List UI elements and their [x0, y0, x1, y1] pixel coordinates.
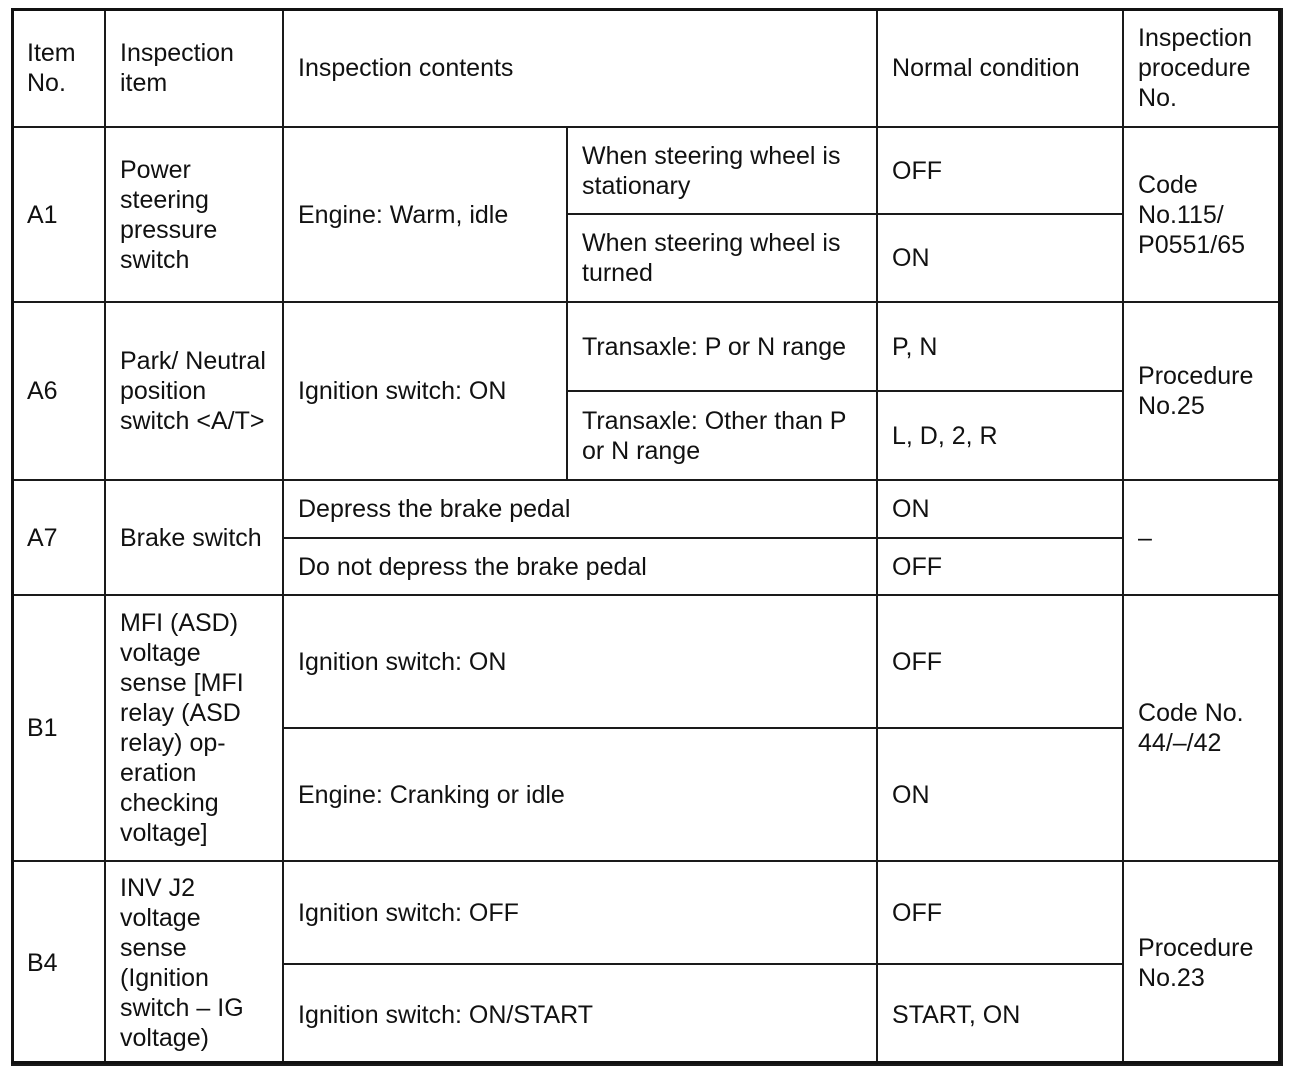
normal-condition-cell: OFF: [877, 538, 1123, 595]
inspection-condition-cell: Ignition switch: OFF: [283, 861, 877, 964]
inspection-item-cell: Power steering pressure switch: [105, 127, 283, 302]
table-row: [12, 302, 1282, 391]
normal-condition-cell: ON: [877, 480, 1123, 538]
table-row: [12, 595, 1282, 728]
inspection-condition-cell: Ignition switch: ON/START: [283, 964, 877, 1065]
inspection-item-cell: MFI (ASD) voltage sense [MFI relay (ASD relay) op-eration checking voltage]: [105, 595, 283, 861]
normal-condition-cell: OFF: [877, 127, 1123, 214]
procedure-cell: Procedure No.23: [1123, 861, 1282, 1065]
inspection-condition-cell: Transaxle: Other than P or N range: [567, 391, 877, 480]
normal-condition-cell: ON: [877, 214, 1123, 302]
normal-condition-cell: START, ON: [877, 964, 1123, 1065]
table-row: [12, 480, 1282, 538]
header-row: [12, 9, 1282, 127]
procedure-cell: Code No.115/ P0551/65: [1123, 127, 1282, 302]
header-procedure-no: Inspection procedure No.: [1123, 9, 1282, 127]
inspection-context-cell: Ignition switch: ON: [283, 302, 567, 480]
item-no-cell: A6: [12, 302, 105, 480]
inspection-table-container: [11, 8, 1283, 1066]
inspection-item-cell: Brake switch: [105, 480, 283, 595]
item-no-cell: A1: [12, 127, 105, 302]
inspection-item-cell: Park/ Neutral position switch <A/T>: [105, 302, 283, 480]
item-no-cell: A7: [12, 480, 105, 595]
inspection-condition-cell: Ignition switch: ON: [283, 595, 877, 728]
inspection-condition-cell: When steering wheel is stationary: [567, 127, 877, 214]
normal-condition-cell: OFF: [877, 595, 1123, 728]
inspection-condition-cell: Do not depress the brake pedal: [283, 538, 877, 595]
header-item-no: Item No.: [12, 9, 105, 127]
inspection-table: [11, 8, 1283, 1066]
inspection-item-cell: INV J2 voltage sense (Ignition switch – IG voltage): [105, 861, 283, 1065]
inspection-condition-cell: Transaxle: P or N range: [567, 302, 877, 391]
header-inspection-item: Inspection item: [105, 9, 283, 127]
normal-condition-cell: L, D, 2, R: [877, 391, 1123, 480]
table-row: [12, 127, 1282, 214]
procedure-cell: Code No. 44/–/42: [1123, 595, 1282, 861]
normal-condition-cell: P, N: [877, 302, 1123, 391]
item-no-cell: B1: [12, 595, 105, 861]
procedure-cell: –: [1123, 480, 1282, 595]
inspection-condition-cell: When steering wheel is turned: [567, 214, 877, 302]
procedure-cell: Procedure No.25: [1123, 302, 1282, 480]
header-normal-condition: Normal condition: [877, 9, 1123, 127]
normal-condition-cell: OFF: [877, 861, 1123, 964]
inspection-condition-cell: Depress the brake pedal: [283, 480, 877, 538]
normal-condition-cell: ON: [877, 728, 1123, 861]
inspection-condition-cell: Engine: Cranking or idle: [283, 728, 877, 861]
header-inspection-contents: Inspection contents: [283, 9, 877, 127]
table-row: [12, 861, 1282, 964]
item-no-cell: B4: [12, 861, 105, 1065]
inspection-context-cell: Engine: Warm, idle: [283, 127, 567, 302]
